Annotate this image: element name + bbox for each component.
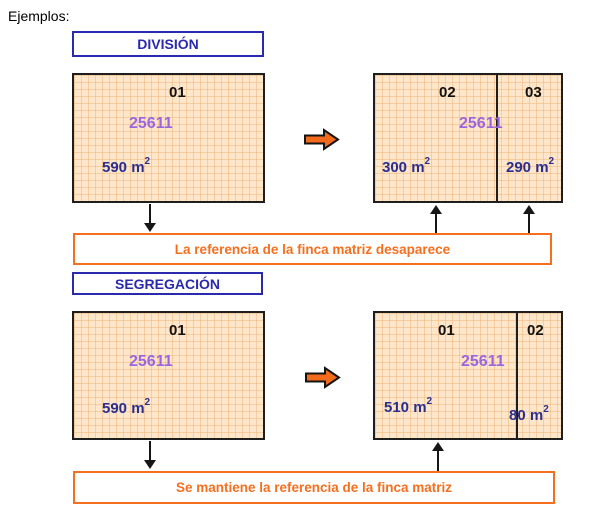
block-arrow-right-icon bbox=[303, 128, 340, 151]
segregation-label: SEGREGACIÓN bbox=[114, 275, 220, 292]
division-label-box bbox=[72, 31, 264, 57]
segregation-source-parcel bbox=[72, 311, 265, 440]
segregation-result-parcel bbox=[373, 311, 563, 440]
segregation-source-parcel-number: 01 bbox=[169, 322, 186, 339]
page-title: Ejemplos: bbox=[8, 8, 70, 24]
division-result-left-area: 300 $m^2$ bbox=[382, 156, 431, 176]
division-source-area: 590 $m^2$ bbox=[102, 156, 151, 176]
division-note-text: La referencia de la finca matriz desaparece bbox=[174, 241, 451, 257]
division-result-cadastral-reference: 25611 bbox=[459, 115, 503, 132]
segregation-result-right-parcel-number: 02 bbox=[527, 322, 544, 339]
division-result-left-parcel-number: 02 bbox=[439, 84, 456, 101]
up-arrow-icon bbox=[523, 205, 535, 235]
down-arrow-icon bbox=[144, 441, 156, 469]
division-result-right-area: 290 $m^2$ bbox=[506, 156, 555, 176]
segregation-source-cadastral-reference: 25611 bbox=[129, 353, 173, 370]
down-arrow-icon bbox=[144, 204, 156, 232]
division-note-box bbox=[73, 233, 552, 265]
division-result-parcel bbox=[373, 73, 563, 203]
division-source-parcel-number: 01 bbox=[169, 84, 186, 101]
segregation-note-text: Se mantiene la referencia de la finca matriz bbox=[175, 480, 453, 495]
segregation-result-right-area: 80 $m^2$ bbox=[509, 404, 549, 424]
up-arrow-icon bbox=[430, 205, 442, 235]
division-result-parcel-divider bbox=[496, 75, 498, 201]
segregation-result-left-parcel-number: 01 bbox=[438, 322, 455, 339]
division-label: DIVISIÓN bbox=[137, 36, 199, 52]
segregation-label-box bbox=[72, 272, 263, 295]
block-arrow-right-icon bbox=[304, 366, 341, 389]
division-source-parcel bbox=[72, 73, 265, 203]
segregation-note-box bbox=[73, 471, 555, 504]
up-arrow-icon bbox=[432, 442, 444, 472]
segregation-result-cadastral-reference: 25611 bbox=[461, 353, 505, 370]
segregation-source-area: 590 $m^2$ bbox=[102, 397, 151, 417]
division-source-cadastral-reference: 25611 bbox=[129, 115, 173, 132]
division-result-right-parcel-number: 03 bbox=[525, 84, 542, 101]
segregation-result-left-area: 510 $m^2$ bbox=[384, 396, 433, 416]
